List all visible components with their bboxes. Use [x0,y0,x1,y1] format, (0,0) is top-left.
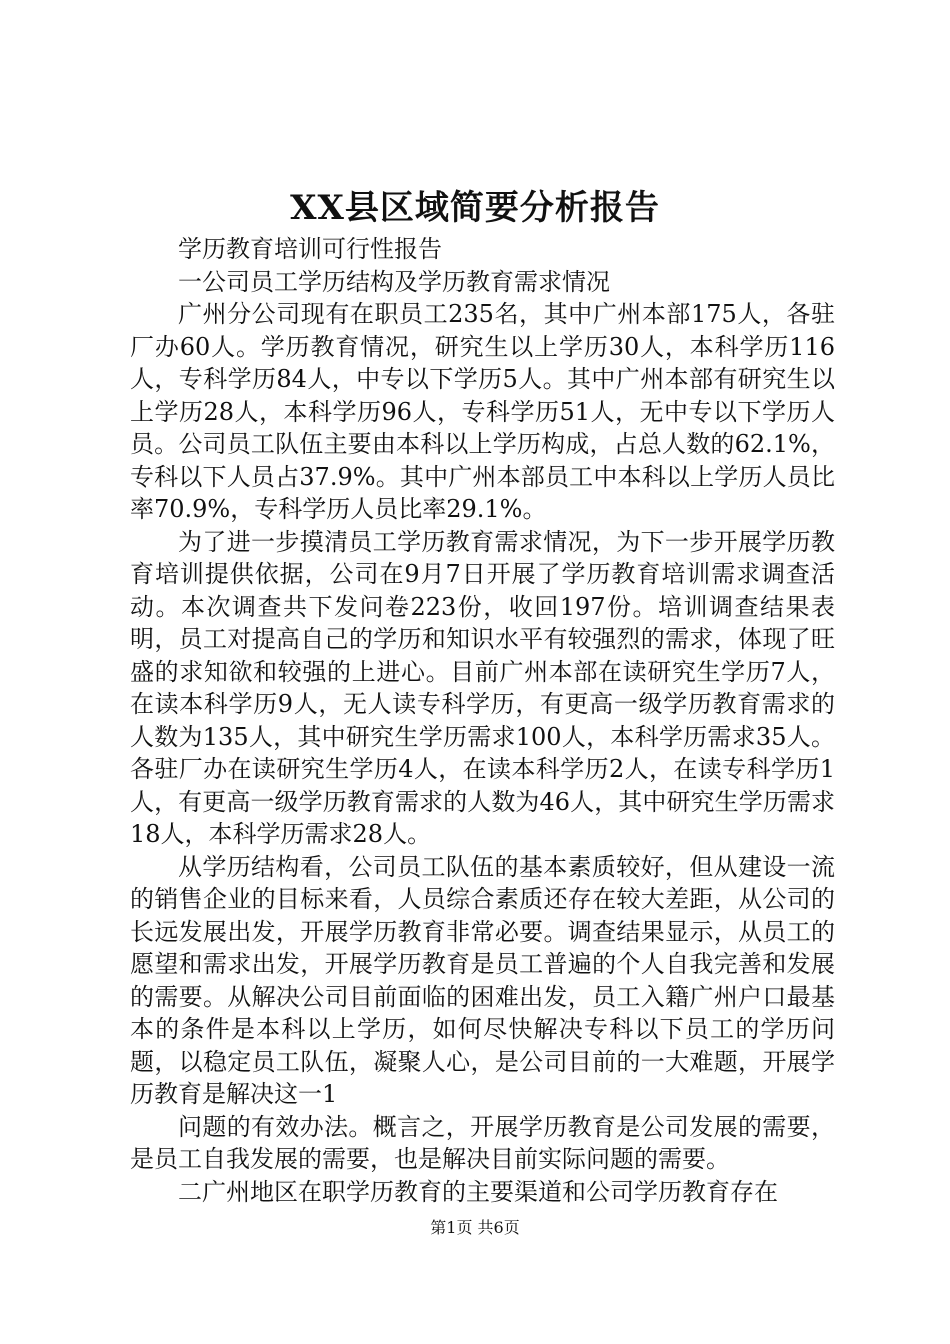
section-heading-1: 一公司员工学历结构及学历教育需求情况 [178,267,610,296]
section-heading-2: 二广州地区在职学历教育的主要渠道和公司学历教育存在 [178,1177,778,1206]
document-title: XX县区域简要分析报告 [290,188,660,228]
body-paragraph: 从学历结构看，公司员工队伍的基本素质较好，但从建设一流的销售企业的目标来看，人员综合素质还存在较大差距，从公司的长远发展出发，开展学历教育非常必要。调查结果显示，从员工的愿望和需求出发，开展学历教育是员工普遍的个人自我完善和发展的需要。从解决公司目前面临的困难出发，员工入籍广州户口最基本的条件是本科以上学历，如何尽快解决专科以下员工的学历问题，以稳定员工队伍，凝聚人心，是公司目前的一大难题，开展学历教育是解决这一1 [130,852,835,1108]
body-paragraph: 问题的有效办法。概言之，开展学历教育是公司发展的需要，是员工自我发展的需要，也是解决目前实际问题的需要。 [130,1112,835,1173]
body-paragraph: 为了进一步摸清员工学历教育需求情况，为下一步开展学历教育培训提供依据，公司在9月7日开展了学历教育培训需求调查活动。本次调查共下发问卷223份，收回197份。培训调查结果表明，员工对提高自己的学历和知识水平有较强烈的需求，体现了旺盛的求知欲和较强的上进心。目前广州本部在读研究生学历7人，在读本科学历9人，无人读专科学历，有更高一级学历教育需求的人数为135人，其中研究生学历需求100人，本科学历需求35人。各驻厂办在读研究生学历4人，在读本科学历2人，在读专科学历1人，有更高一级学历教育需求的人数为46人，其中研究生学历需求18人，本科学历需求28人。 [130,527,835,848]
body-paragraph: 广州分公司现有在职员工235名，其中广州本部175人，各驻厂办60人。学历教育情况，研究生以上学历30人，本科学历116人，专科学历84人，中专以下学历5人。其中广州本部有研究生以上学历28人，本科学历96人，专科学历51人，无中专以下学历人员。公司员工队伍主要由本科以上学历构成，占总人数的62.1%，专科以下人员占37.9%。其中广州本部员工中本科以上学历人员比率70.9%，专科学历人员比率29.1%。 [130,300,835,523]
page-footer: 第1页 共6页 [430,1218,520,1237]
document-body [130,233,835,1208]
subtitle-paragraph: 学历教育培训可行性报告 [178,235,442,263]
